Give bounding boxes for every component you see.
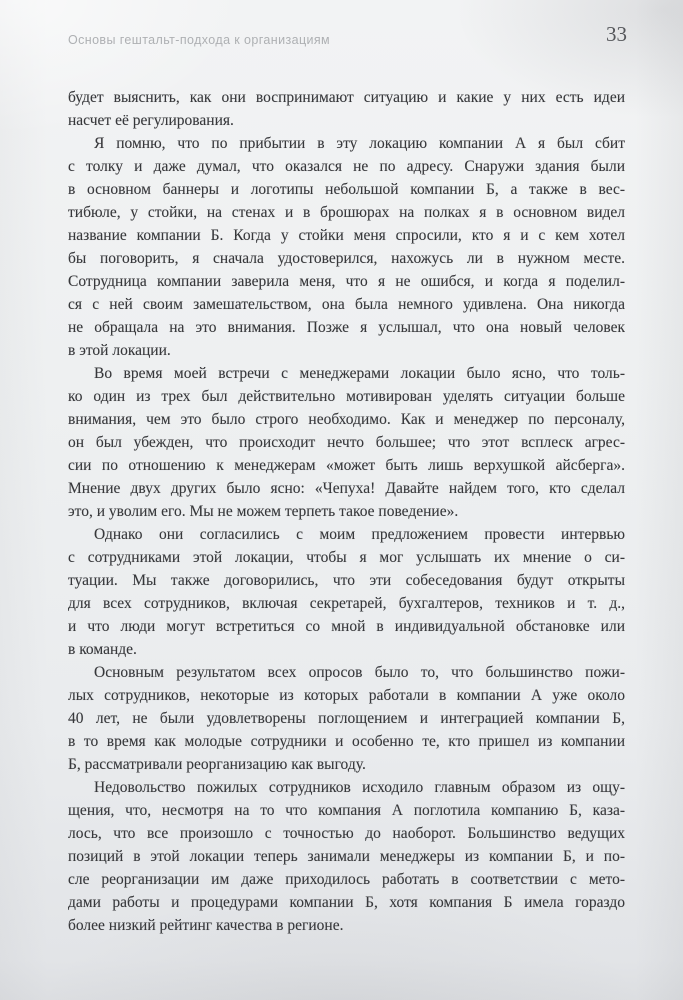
text-line: Мнение двух других было ясно: «Чепуха! Давайте найдем того, кто сделал (68, 480, 625, 497)
paragraph (68, 362, 625, 523)
paragraph (68, 132, 625, 362)
text-line: Основным результатом всех опросов было то, что большинство пожи- (94, 664, 625, 681)
text-line: с сотрудниками этой локации, чтобы я мог услышать их мнение о си- (68, 549, 625, 566)
text-line: позиций в этой локации теперь занимали менеджеры из компании Б, и по- (68, 848, 625, 865)
text-line: Недовольство пожилых сотрудников исходило главным образом из ощу- (94, 779, 625, 796)
text-line: Я помню, что по прибытии в эту локацию компании А я был сбит (94, 135, 625, 152)
text-line: более низкий рейтинг качества в регионе. (68, 917, 344, 934)
text-line: 40 лет, не были удовлетворены поглощением и интеграцией компании Б, (68, 710, 625, 727)
text-line: Б, рассматривали реорганизацию как выгоду. (68, 756, 366, 773)
text-line: не обращала на это внимания. Позже я услышал, что она новый человек (68, 319, 625, 336)
text-line: щения, что, несмотря на то что компания А поглотила компанию Б, каза- (68, 802, 625, 819)
text-line: в команде. (68, 641, 137, 658)
text-line: ко один из трех был действительно мотивирован уделять ситуации больше (68, 388, 625, 405)
text-line: и что люди могут встретиться со мной в индивидуальной обстановке или (68, 618, 625, 635)
text-line: ся с ней своим замешательством, она была немного удивлена. Она никогда (68, 296, 625, 313)
text-line: для всех сотрудников, включая секретарей, бухгалтеров, техников и т. д., (68, 595, 625, 612)
text-line: в основном баннеры и логотипы небольшой компании Б, а также в вес- (68, 181, 625, 198)
text-line: тибюле, у стойки, на стенах и в брошюрах на полках я в основном видел (68, 204, 625, 221)
text-line: в этой локации. (68, 342, 171, 359)
text-line: название компании Б. Когда у стойки меня спросили, кто я и с кем хотел (68, 227, 625, 244)
running-header: Основы гештальт-подхода к организациям (68, 33, 331, 47)
text-line: с толку и даже думал, что оказался не по адресу. Снаружи здания были (68, 158, 625, 175)
text-line: насчет её регулирования. (68, 112, 234, 129)
paragraph (68, 523, 625, 661)
text-line: внимания, чем это было строго необходимо. Как и менеджер по персоналу, (68, 411, 625, 428)
text-line: это, и уволим его. Мы не можем терпеть такое поведение». (68, 503, 459, 520)
page-number: 33 (606, 22, 627, 46)
text-line: сии по отношению к менеджерам «может быть лишь верхушкой айсберга». (68, 457, 625, 474)
text-line: будет выяснить, как они воспринимают ситуацию и какие у них есть идеи (68, 89, 625, 106)
text-line: он был убежден, что происходит нечто большее; что этот всплеск агрес- (68, 434, 625, 451)
text-line: Однако они согласились с моим предложением провести интервью (94, 526, 625, 543)
text-line: лось, что все произошло с точностью до наоборот. Большинство ведущих (68, 825, 625, 842)
text-line: в то время как молодые сотрудники и особенно те, кто пришел из компании (68, 733, 625, 750)
text-line: туации. Мы также договорились, что эти собеседования будут открыты (68, 572, 625, 589)
text-line: бы поговорить, я сначала удостоверился, нахожусь ли в нужном месте. (68, 250, 625, 267)
paragraph (68, 86, 625, 132)
page-text (68, 86, 625, 937)
text-line: Сотрудница компании заверила меня, что я не ошибся, и когда я поделил- (68, 273, 625, 290)
text-line: сле реорганизации им даже приходилось работать в соответствии с мето- (68, 871, 625, 888)
text-line: лых сотрудников, некоторые из которых работали в компании А уже около (68, 687, 625, 704)
text-line: дами работы и процедурами компании Б, хотя компания Б имела гораздо (68, 894, 625, 911)
paragraph (68, 661, 625, 776)
text-line: Во время моей встречи с менеджерами локации было ясно, что толь- (94, 365, 625, 382)
paragraph (68, 776, 625, 937)
